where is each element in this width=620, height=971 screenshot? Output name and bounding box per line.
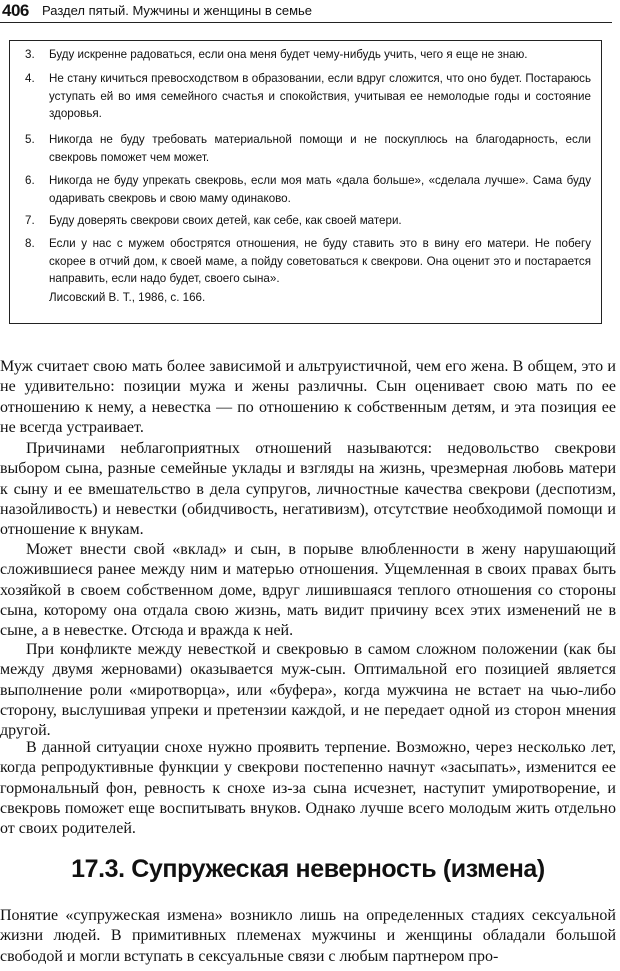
list-item-number: 8. [25,237,35,250]
boxed-quote [9,40,602,324]
paragraph: Понятие «супружеская измена» возникло лишь на определенных стадиях сексуальной жизни людей. В примитивных племенах мужчины и женщины обладали большой свободой и могли вступать в сексуальные связи с любым партнером про- [0,907,616,965]
list-item-text: Если у нас с мужем обострятся отношения, не буду ставить это в вину его матери. Не побегу скорее в отчий дом, к своей маме, а пойду советоваться к свекрови. Она оценит это и постарается направить, если надо будет, своего сына». [49,237,591,285]
citation: Лисовский В. Т., 1986, с. 166. [49,291,206,304]
list-item-number: 4. [25,72,35,85]
body-text [0,439,616,540]
list-item-text: Буду искренне радоваться, если она меня будет чему-нибудь учить, чего я еще не знаю. [49,48,528,61]
list-item-number: 7. [25,214,35,227]
list-item-number: 6. [25,174,35,187]
body-text [0,357,616,438]
body-text [0,540,616,641]
body-text [0,738,616,839]
list-item-text: Буду доверять свекрови своих детей, как себе, как своей матери. [49,214,402,227]
paragraph: Муж считает свою мать более зависимой и альтруистичной, чем его жена. В общем, это и не удивительно: позиции мужа и жены различны. Сын оценивает свою мать по ее отношению к нему, а невестка — по отношению к собственным детям, и эта позиция ее не всегда устраивает. [0,358,616,436]
section-title: 17.3. Супружеская неверность (измена) [71,855,545,883]
body-text [0,906,616,967]
page-header [0,0,620,24]
list-item-text: Не стану кичиться превосходством в образовании, если вдруг сложится, что оно будет. Постараюсь уступать ей во имя семейного счастья и спокойствия, учитывая ее немолодые годы и состояние здоровья. [49,72,591,120]
header-rule [0,22,612,23]
list-item-number: 5. [25,133,35,146]
paragraph: Может внести свой «вклад» и сын, в порыве влюбленности в жену нарушающий сложившиеся ранее между ним и матерью отношения. Ущемленная в своих правах быть хозяйкой в своем собственном доме, вдруг лишившаяся теплого отношения со стороны сына, которому она отдала свою жизнь, мать видит причину всех этих изменений не в сыне, а в невестке. Отсюда и вражда к ней. [0,541,616,640]
paragraph: При конфликте между невесткой и свекровью в самом сложном положении (как бы между двумя жерновами) оказывается муж-сын. Оптимальной его позицией является выполнение роли «миротворца», или «буфера», когда мужчина не встает на чью-либо сторону, выслушивая упреки и претензии каждой, и не передает одной из сторон мнения другой. [0,641,616,740]
paragraph: Причинами неблагоприятных отношений называются: недовольство свекрови выбором сына, разные семейные уклады и взгляды на жизнь, чрезмерная любовь матери к сыну и ее вмешательство в дела супругов, личностные качества свекрови (деспотизм, назойливость) и невестки (обидчивость, негативизм), отсутствие необходимой помощи и отношение к внукам. [0,440,616,539]
list-item-text: Никогда не буду требовать материальной помощи и не поскуплюсь на благодарность, если свекровь поможет чем может. [49,133,591,164]
page-number: 406 [2,1,29,20]
list-item-text: Никогда не буду упрекать свекровь, если моя мать «дала больше», «сделала лучше». Сама буду одаривать свекровь и свою маму одинаково. [49,174,591,205]
list-item-number: 3. [25,48,35,61]
body-text [0,640,616,741]
running-head: Раздел пятый. Мужчины и женщины в семье [42,3,313,18]
paragraph: В данной ситуации снохе нужно проявить терпение. Возможно, через несколько лет, когда репродуктивные функции у свекрови постепенно начнут «засыпать», изменится ее гормональный фон, ревность к снохе из-за сына исчезнет, наступит умиротворение, и свекровь поможет еще воспитывать внуков. Однако лучше всего молодым жить отдельно от своих родителей. [0,739,616,838]
